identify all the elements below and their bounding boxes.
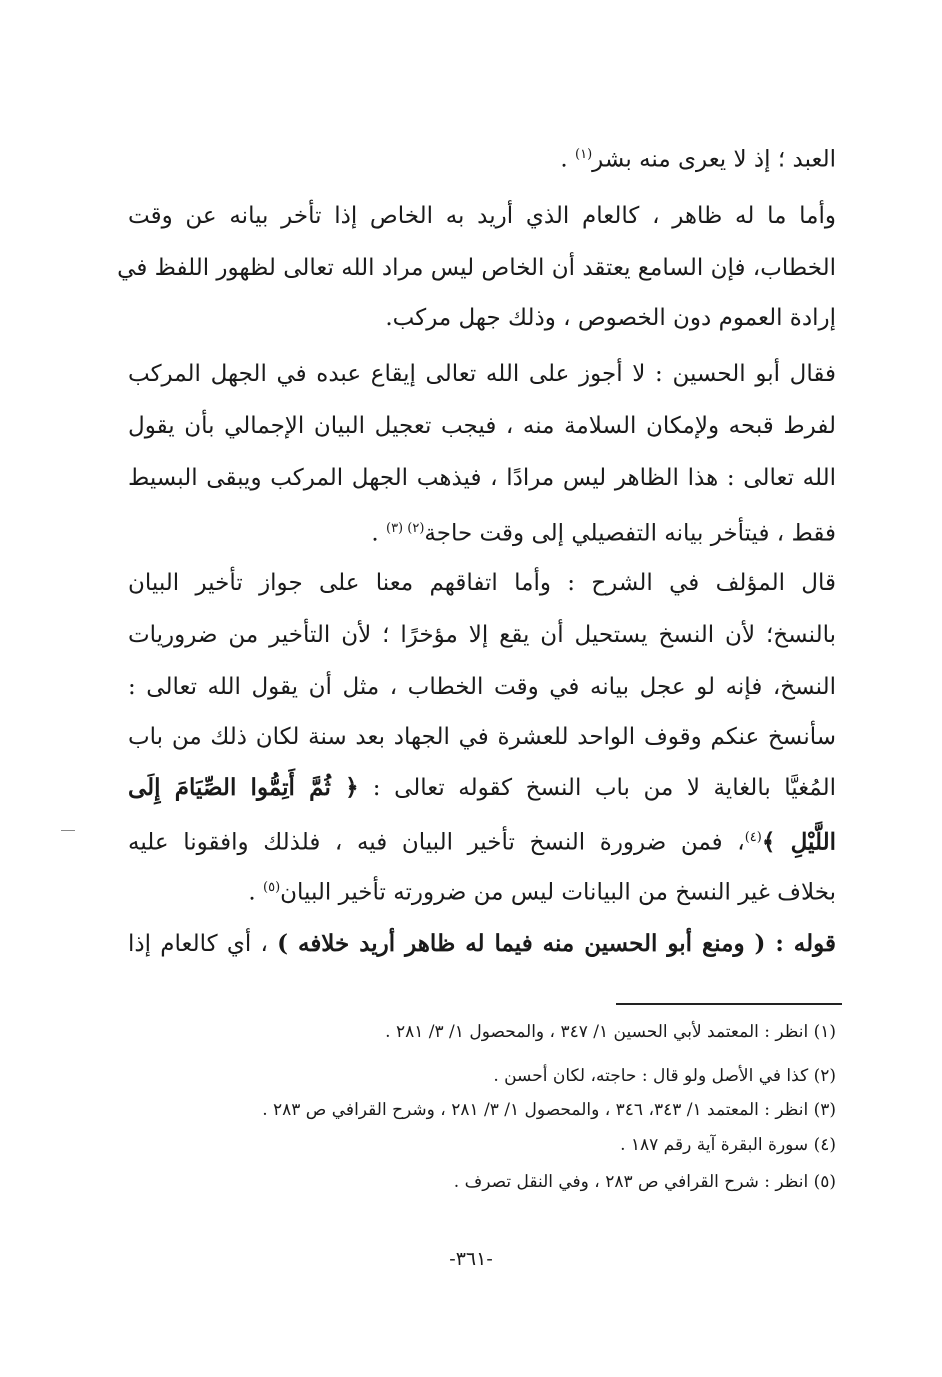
line-text: سأنسخ عنكم وقوف الواحد للعشرة في الجهاد بعد سنة لكان ذلك من باب [128,724,836,750]
line-text: إرادة العموم دون الخصوص ، وذلك جهل مركب. [385,305,836,331]
footnote-text: (٢) كذا في الأصل ولو قال : حاجته، لكان أحسن . [493,1066,836,1086]
footnote-ref[interactable]: (٤) [744,830,762,845]
line-tail: . [560,146,576,173]
footnote-ref[interactable]: (١) [575,147,593,162]
page-number: -٣٦١- [449,1248,493,1270]
line-tail: . [371,520,386,547]
quoted-matn: قوله : ( ومنع أبو الحسين منه فيما له ظاهر أريد خلافه ) [277,930,836,957]
body-line-11 [128,669,836,705]
line-text: ، أي كالعام إذا [128,931,278,957]
body-line-16 [128,926,836,962]
body-line-2 [128,198,836,234]
line-text: فقط ، فيتأخر بيانه التفصيلي إلى وقت حاجة [424,520,836,547]
footnote-separator [616,1003,842,1005]
footnote-2 [128,1062,836,1090]
body-line-14 [128,820,836,861]
body-line-9 [128,565,836,601]
line-text: لفرط قبحه ولإمكان السلامة منه ، فيجب تعجيل البيان الإجمالي بأن يقول [128,413,836,439]
footnote-text: (٣) انظر : المعتمد ١/ ٣٤٣، ٣٤٦ ، والمحصول ١/ ٣/ ٢٨١ ، وشرح القرافي ص ٢٨٣ . [262,1100,836,1120]
body-line-3 [117,250,836,286]
line-text: قال المؤلف في الشرح : وأما اتفاقهم معنا على جواز تأخير البيان [128,570,836,596]
footnote-text: (١) انظر : المعتمد لأبي الحسين ١/ ٣٤٧ ، والمحصول ١/ ٣/ ٢٨١ . [385,1022,836,1042]
body-line-8 [128,511,836,552]
body-line-15 [128,870,836,911]
footnote-ref[interactable]: (٥) [263,880,281,895]
footnote-4 [128,1131,836,1159]
line-text: العبد ؛ إذ لا يعرى منه بشر [592,146,836,173]
quran-verse: اللَّيْلِ ﴾ [761,828,836,856]
body-line-1 [128,137,836,178]
footnote-5 [128,1168,836,1196]
body-line-5 [128,356,836,392]
line-text: وأما ما له ظاهر ، كالعام الذي أريد به الخاص إذا تأخر بيانه عن وقت [128,203,836,229]
line-text: الخطاب، فإن السامع يعتقد أن الخاص ليس مراد الله تعالى لظهور اللفظ في [117,255,836,281]
quran-verse: ﴿ ثُمَّ أَتِمُّوا الصِّيَامَ إِلَى [128,774,373,801]
line-text: ، فمن ضرورة النسخ تأخير البيان فيه ، فلذلك وافقونا عليه [128,829,745,856]
body-line-7 [128,460,836,496]
line-text: بخلاف غير النسخ من البيانات ليس من ضرورته تأخير البيان [280,879,836,906]
line-tail: . [248,879,263,906]
body-line-10 [128,617,836,653]
margin-mark [61,830,75,831]
line-text: المُغيَّا بالغاية لا من باب النسخ كقوله تعالى : [372,775,836,801]
body-line-13 [128,770,836,806]
line-text: النسخ، فإنه لو عجل بيانه في وقت الخطاب ، مثل أن يقول الله تعالى : [128,674,836,700]
line-text: فقال أبو الحسين : لا أجوز على الله تعالى إيقاع عبده في الجهل المركب [128,361,836,387]
line-text: بالنسخ؛ لأن النسخ يستحيل أن يقع إلا مؤخرًا ؛ لأن التأخير من ضروريات [128,622,836,648]
footnote-text: (٥) انظر : شرح القرافي ص ٢٨٣ ، وفي النقل تصرف . [453,1172,836,1192]
footnote-text: (٤) سورة البقرة آية رقم ١٨٧ . [620,1135,836,1155]
body-line-6 [128,408,836,444]
footnote-1 [128,1018,836,1046]
footnote-ref[interactable]: (٢) (٣) [385,521,425,536]
line-text: الله تعالى : هذا الظاهر ليس مرادًا ، فيذهب الجهل المركب ويبقى البسيط [128,465,836,491]
body-line-12 [128,719,836,755]
footnote-3 [128,1096,836,1124]
body-line-4 [128,300,836,336]
